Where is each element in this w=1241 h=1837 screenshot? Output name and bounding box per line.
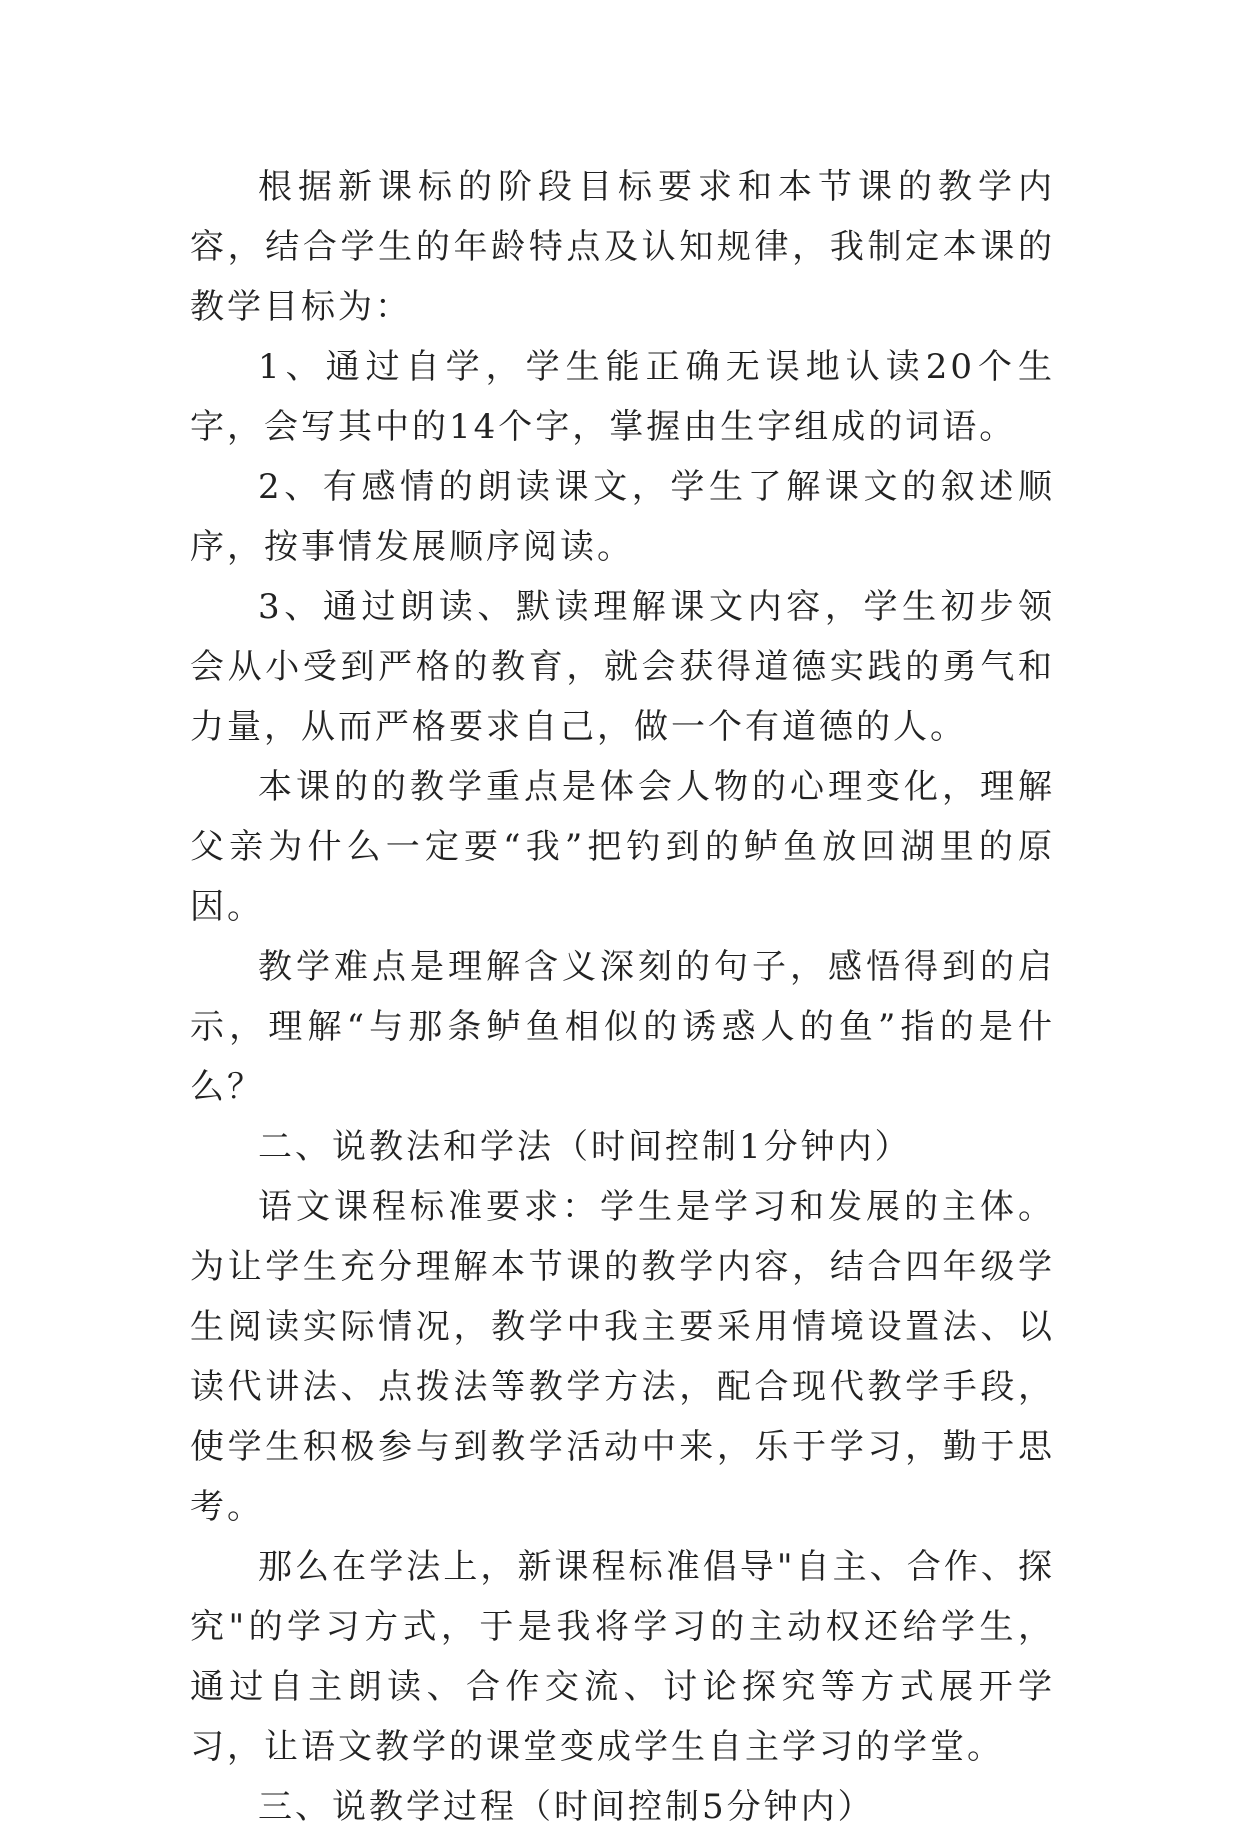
objective-2-paragraph: 2、有感情的朗读课文，学生了解课文的叙述顺序，按事情发展顺序阅读。 <box>190 467 1055 567</box>
learning-method-paragraph: 那么在学法上，新课程标准倡导"自主、合作、探究"的学习方式，于是我将学习的主动权还给学生，通过自主朗读、合作交流、讨论探究等方式展开学习，让语文教学的课堂变成学生自主学习的学堂。 <box>190 1547 1055 1767</box>
key-point-paragraph: 本课的的教学重点是体会人物的心理变化，理解父亲为什么一定要“我”把钓到的鲈鱼放回湖里的原因。 <box>190 767 1055 927</box>
intro-paragraph: 根据新课标的阶段目标要求和本节课的教学内容，结合学生的年龄特点及认知规律，我制定本课的教学目标为： <box>190 167 1055 327</box>
document-body <box>190 157 1055 1837</box>
section-2-heading: 二、说教法和学法（时间控制1分钟内） <box>258 1127 912 1167</box>
objective-1-paragraph: 1、通过自学，学生能正确无误地认读20个生字，会写其中的14个字，掌握由生字组成的词语。 <box>190 347 1055 447</box>
section-3-heading: 三、说教学过程（时间控制5分钟内） <box>258 1787 875 1827</box>
objective-3-paragraph: 3、通过朗读、默读理解课文内容，学生初步领会从小受到严格的教育，就会获得道德实践的勇气和力量，从而严格要求自己，做一个有道德的人。 <box>190 587 1055 747</box>
method-paragraph: 语文课程标准要求：学生是学习和发展的主体。为让学生充分理解本节课的教学内容，结合四年级学生阅读实际情况，教学中我主要采用情境设置法、以读代讲法、点拨法等教学方法，配合现代教学手段，使学生积极参与到教学活动中来，乐于学习，勤于思考。 <box>190 1187 1055 1527</box>
difficulty-paragraph: 教学难点是理解含义深刻的句子，感悟得到的启示，理解“与那条鲈鱼相似的诱惑人的鱼”指的是什么？ <box>190 947 1055 1107</box>
